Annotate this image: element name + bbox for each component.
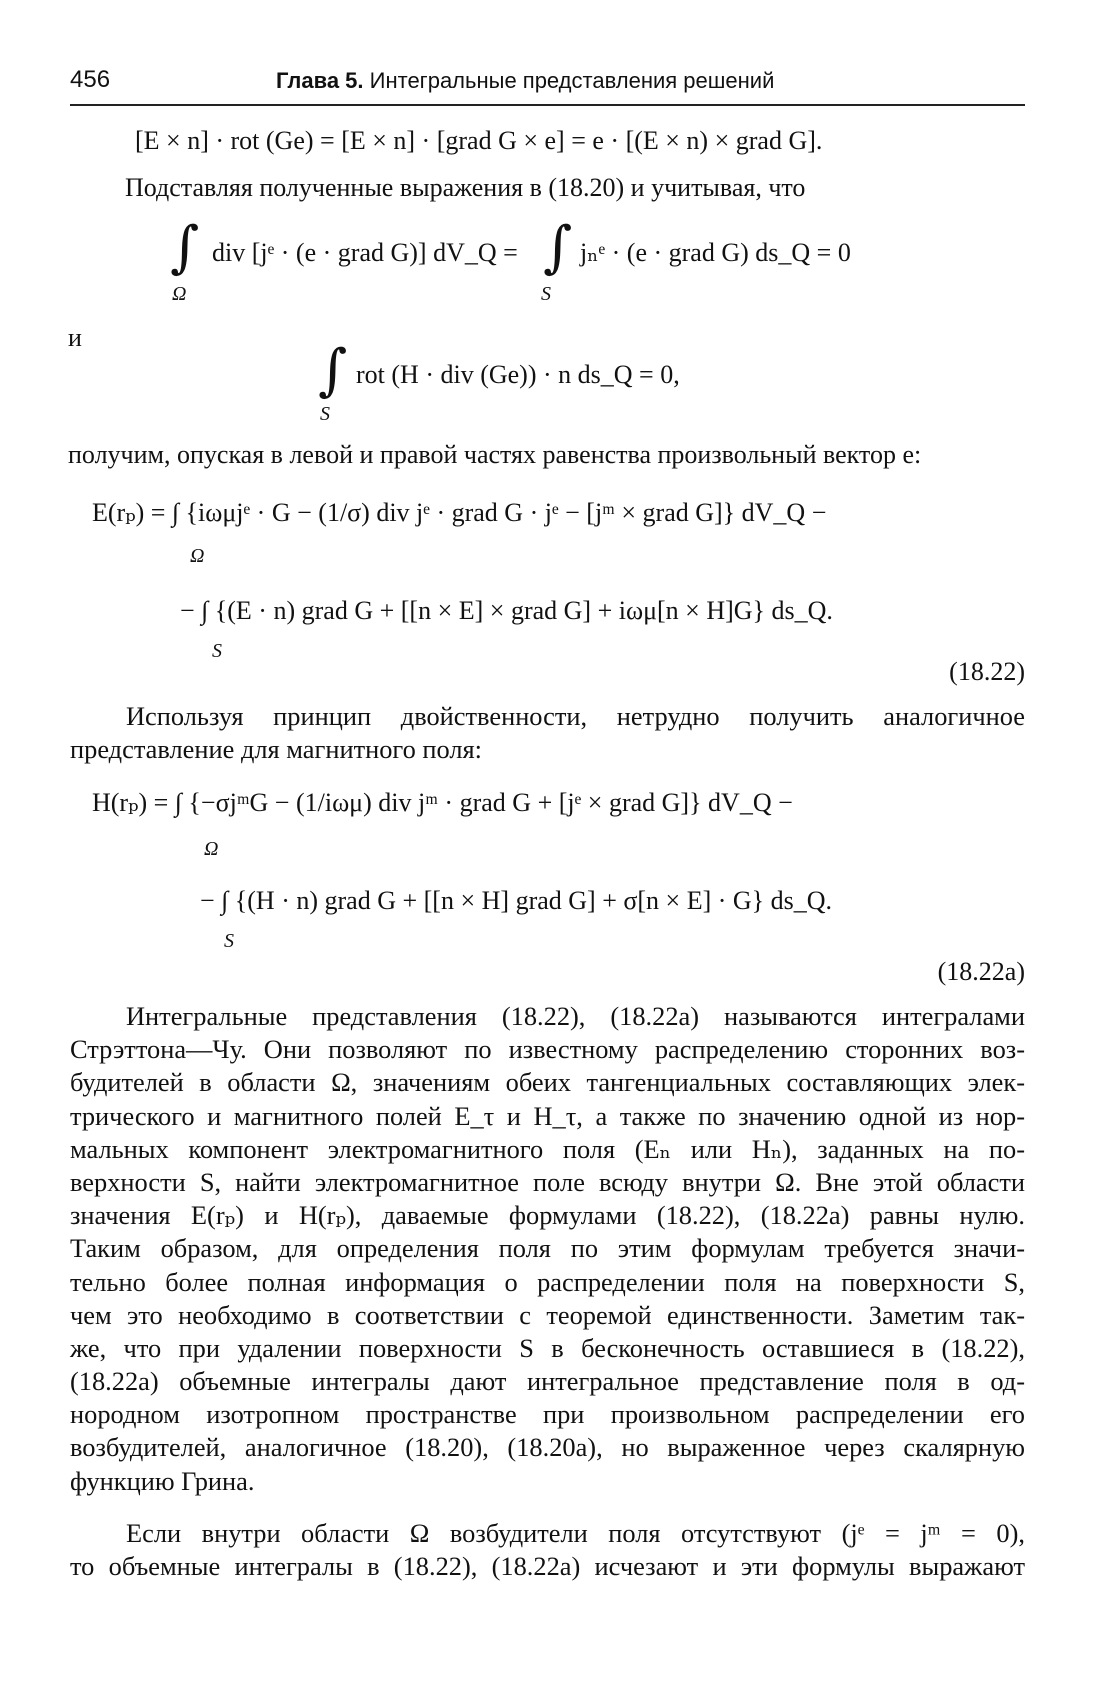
integral-limit-s: S xyxy=(320,403,330,425)
integral-sign: ∫ xyxy=(543,215,573,280)
equation-18-22-line-1: E(rₚ) = ∫ {iωμjᵉ · G − (1/σ) div jᵉ · grad G · jᵉ − [jᵐ × grad G]} dV_Q − xyxy=(92,498,827,527)
text-line: то объемные интегралы в (18.22), (18.22a) исчезают и эти формулы выражают xyxy=(70,1551,1025,1582)
text-line: верхности S, найти электромагнитное поле всюду внутри Ω. Вне этой области xyxy=(70,1166,1025,1197)
text-line: чем это необходимо в соответствии с теоремой единственности. Заметим так- xyxy=(70,1299,1025,1330)
text-line: функцию Грина. xyxy=(70,1465,255,1496)
equation-18-22-line-2: − ∫ {(E · n) grad G + [[n × E] × grad G] + iωμ[n × H]G} ds_Q. xyxy=(180,596,833,625)
conjunction-and: и xyxy=(68,323,82,352)
integral-limit-omega: Ω xyxy=(204,838,219,860)
integral-limit-s: S xyxy=(212,640,222,662)
text-line: (18.22a) объемные интегралы дают интегральное представление поля в од- xyxy=(70,1366,1025,1397)
equation-18-22a-line-1: H(rₚ) = ∫ {−σjᵐG − (1/iωμ) div jᵐ · grad G + [jᵉ × grad G]} dV_Q − xyxy=(92,788,793,817)
header-rule xyxy=(70,104,1025,106)
intro-line: Подставляя полученные выражения в (18.20) и учитывая, что xyxy=(125,173,806,202)
integral-limit-s: S xyxy=(541,283,551,305)
formula-top: [E × n] · rot (Ge) = [E × n] · [grad G × e] = e · [(E × n) × grad G]. xyxy=(135,126,823,155)
text-line: значения E(rₚ) и H(rₚ), даваемые формулами (18.22), (18.22a) равны нулю. xyxy=(70,1200,1025,1231)
text-line: Если внутри области Ω возбудители поля отсутствуют (jᵉ = jᵐ = 0), xyxy=(126,1518,1025,1548)
text-line: мальных компонент электромагнитного поля (Eₙ или Hₙ), заданных на по- xyxy=(70,1133,1025,1164)
text-line: нородном изотропном пространстве при произвольном распределении его xyxy=(70,1399,1025,1430)
mid-line: получим, опуская в левой и правой частях равенства произвольный вектор e: xyxy=(68,440,922,469)
integral-limit-omega: Ω xyxy=(172,283,187,305)
text-line: будителей в области Ω, значениям обеих тангенциальных составляющих элек- xyxy=(70,1067,1025,1098)
integral-limit-s: S xyxy=(224,930,234,952)
equation-18-22a-line-2: − ∫ {(H · n) grad G + [[n × H] grad G] + σ[n × E] · G} ds_Q. xyxy=(200,886,833,915)
integral-1-rhs: jₙᵉ · (e · grad G) ds_Q = 0 xyxy=(580,238,851,267)
text-line: Стрэттона—Чу. Они позволяют по известному распределению сторонних воз- xyxy=(70,1034,1025,1065)
text-line: представление для магнитного поля: xyxy=(70,734,483,765)
integral-limit-omega: Ω xyxy=(190,545,205,567)
text-line: же, что при удалении поверхности S в бесконечность оставшиеся в (18.22), xyxy=(70,1332,1025,1363)
integral-1-lhs: div [jᵉ · (e · grad G)] dV_Q = xyxy=(212,238,518,267)
text-line: Интегральные представления (18.22), (18.22a) называются интегралами xyxy=(126,1001,1025,1031)
text-line: тельно более полная информация о распределении поля на поверхности S, xyxy=(70,1266,1025,1297)
text-line: возбудителей, аналогичное (18.20), (18.20a), но выраженное через скалярную xyxy=(70,1432,1025,1463)
equation-number: (18.22) xyxy=(949,657,1025,686)
integral-sign: ∫ xyxy=(318,338,348,403)
text-line: Используя принцип двойственности, нетрудно получить аналогичное xyxy=(126,701,1025,731)
integral-sign: ∫ xyxy=(170,215,200,280)
paragraph-duality xyxy=(70,700,1025,766)
page-number: 456 xyxy=(70,66,111,93)
chapter-title: Интегральные представления решений xyxy=(369,68,775,93)
paragraph-stratton-chu xyxy=(70,1000,1025,1498)
running-header xyxy=(70,62,1025,102)
equation-number: (18.22a) xyxy=(937,957,1025,986)
text-line: трического и магнитного полей E_τ и H_τ, а также по значению одной из нор- xyxy=(70,1100,1025,1131)
paragraph-no-sources xyxy=(70,1517,1025,1583)
text-line: Таким образом, для определения поля по этим формулам требуется значи- xyxy=(70,1233,1025,1264)
integral-2-body: rot (H · div (Ge)) · n ds_Q = 0, xyxy=(356,360,680,389)
chapter-label: Глава 5. xyxy=(276,68,364,93)
chapter-heading xyxy=(276,68,774,94)
